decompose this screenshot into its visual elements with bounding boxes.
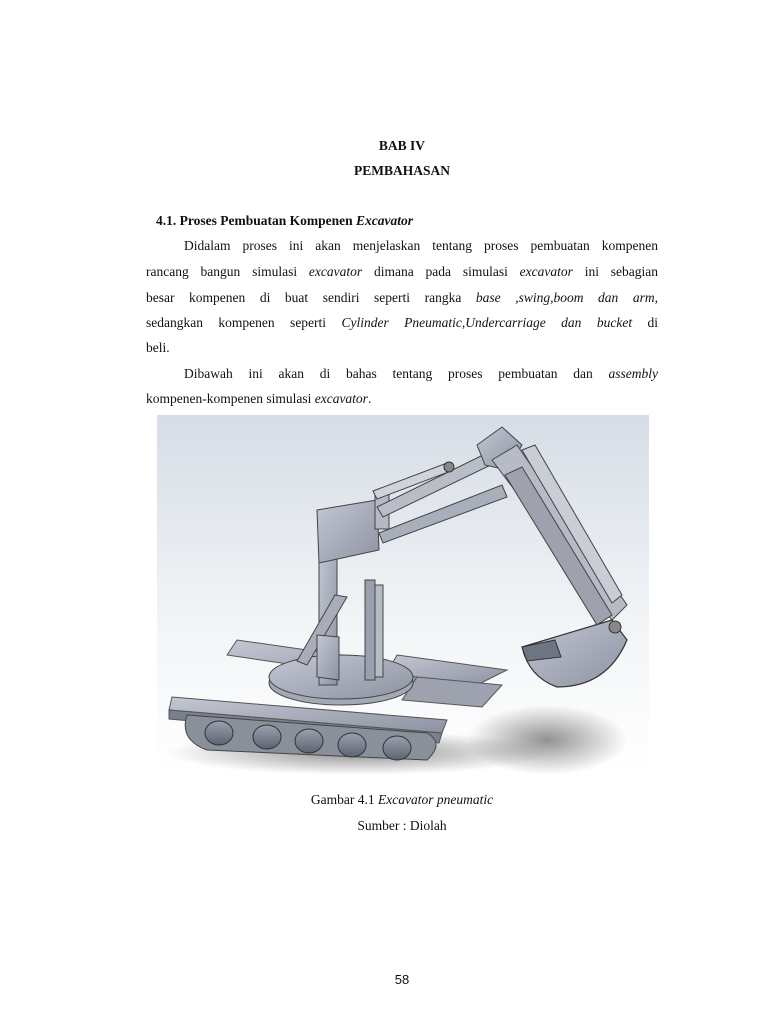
p2-line-1: Dibawah ini akan di bahas tentang proses pembuatan dan assembly [184,366,658,381]
section-heading-text: 4.1. Proses Pembuatan Kompenen [156,213,353,228]
figure-source: Sumber : Diolah [357,818,447,833]
figure-caption: Gambar 4.1 Excavator pneumatic [310,792,494,807]
p1-line-2: rancang bangun simulasi excavator dimana pada simulasi excavator ini sebagian [146,264,659,279]
excavator-render-image [157,415,649,775]
p2-line-2: kompenen-kompenen simulasi excavator. [146,391,372,406]
excavator-figure [157,415,649,775]
chapter-number: BAB IV [378,138,426,153]
p1-line-1: Didalam proses ini akan menjelaskan tentang proses pembuatan kompenen [184,238,658,253]
chapter-title: PEMBAHASAN [353,163,450,178]
section-heading-italic: Excavator [356,213,414,228]
p1-line-3: besar kompenen di buat sendiri seperti rangka base ,swing,boom dan arm, [146,290,658,305]
p1-line-4: sedangkan kompenen seperti Cylinder Pneumatic,Undercarriage dan bucket di [146,315,659,330]
page-number: 58 [394,972,410,987]
p1-line-5: beli. [146,340,170,355]
section-heading [156,213,413,229]
